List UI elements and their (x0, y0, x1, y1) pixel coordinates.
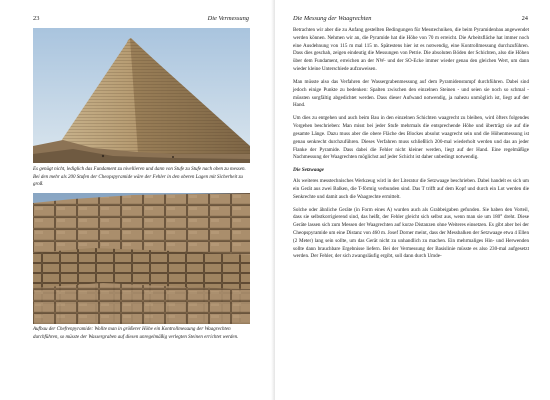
stone-blocks-caption: Aufbau der Chefrenpyramide: Wollte man in größerer Höhe ein Kontrollmessung der Waagrechten durchführen, so müsste der Wassergraben auf diesen unregelmäßig verlegten Steinen errichtet werden. (33, 327, 239, 340)
body-text (293, 27, 529, 266)
body-paragraph: Solche oder ähnliche Geräte (in Form eines A) wurden auch als Grabbeigaben gefunden. Sie haben den Vorteil, dass sie selbstkorrigierend sind, das heißt, der Fehler gleicht sich selbst aus, wenn man sie um 180° dreht. Diese Geräte lassen sich zum Messen der Waagrechten auf kurze Distanzen ohne Weiteres einsetzen. Es gibt aber bei der Cheopspyramide um eine Distanz von 460 m. Josef Dorner meint, dass der Messbalken der Setzwaage etwa 4 Ellen (2 Meter) lang sein sollte, um das Gerät nicht zu unhandlich zu machen. Ein mehrmaliges Hin- und Herwenden sollte dann brauchbare Ergebnisse liefern. Bei der Vermessung der Basislinie müsste es also 230-mal aufgesetzt werden. Der Fehler, der sich zwangsläufig ergibt, soll dann durch Umde- (293, 206, 529, 260)
pyramid-photo-graphic (33, 28, 250, 163)
left-page-number: 23 (33, 15, 40, 22)
body-paragraph: Als weiteres messtechnisches Werkzeug wird in der Literatur die Setzwaage beschrieben. Dabei handelt es sich um ein Gerät aus zwei Balken, die T-förmig verbunden sind. Das T trifft auf dem Kopf und durch ein Lot werden die Senkrechte und damit auch die Waagrechte ermittelt. (293, 178, 529, 200)
right-page-number: 24 (521, 15, 528, 22)
stone-blocks-graphic (33, 193, 250, 324)
right-running-title: Die Messung der Waagrechten (293, 15, 372, 22)
body-paragraph: Betrachten wir aber die zu Anfang gestellten Bedingungen für Messtechniken, die beim Pyramidenbau angewendet werden können. Nehmen wir an, die Pyramide hat die Höhe von 70 m erreicht. Die Arbeitsfläche hat immer noch eine Ausdehnung von 115 m mal 115 m. Spätestens hier ist es notwendig, eine Kontrollmessung durchzuführen. Dass dies geschah, zeigen eindeutig die Messungen von Petrie. Die absoluten Böden der Schichten, also die Höhen über dem Fundament, erreichen an der NW- und der SO-Ecke immer wieder genau den gleichen Wert, um dann wieder kleine Unterschiede aufzuweisen. (293, 27, 529, 72)
right-page (275, 0, 550, 400)
left-running-title: Die Vermessung (207, 15, 249, 22)
pyramid-photo (33, 28, 250, 163)
stone-blocks-photo (33, 193, 250, 324)
section-heading: Die Setzwaage (293, 167, 324, 174)
pyramid-photo-caption: Es genügt nicht, lediglich das Fundament zu nivellieren und dann von Stufe zu Stufe nach oben zu messen. Bei den mehr als 200 Stufen der Cheopspyramide wäre der Fehler in den oberen Lagen mit Sicherheit zu groß. (33, 167, 246, 188)
body-paragraph: Um dies zu entgehen und auch beim Bau in den einzelnen Schichten waagrecht zu bleiben, wird öfters folgendes Vorgehen beschrieben: Man misst bei jeder Stufe mehrmals die entsprechende Höhe und überträgt sie auf die gesamte Länge. Dazu muss aber die obere Fläche des Blockes absolut waagrecht sein und die Höhenmessung ist genau senkrecht durchzuführen. Dieses Verfahren muss schließlich 200-mal wiederholt werden und das an jeder Flanke der Pyramide. Dass dabei die Fehler nicht kleiner werden, liegt auf der Hand. Eine regelmäßige Nachmessung der Waagrechten möglichst auf jeder Schicht ist daher unbedingt notwendig. (293, 115, 529, 161)
body-paragraph: Man müsste also das Verfahren der Wassergrabenmessung auf dem Pyramidenstumpf durchführen. Dabei sind jedoch einige Punkte zu bedenken: Spalten zwischen den einzelnen Steinen - und seien sie noch so schmal - müssten sorgfältig abgedichtet werden. Dass dieser Aufwand notwendig, ja nahezu unmöglich ist, liegt auf der Hand. (293, 78, 529, 109)
